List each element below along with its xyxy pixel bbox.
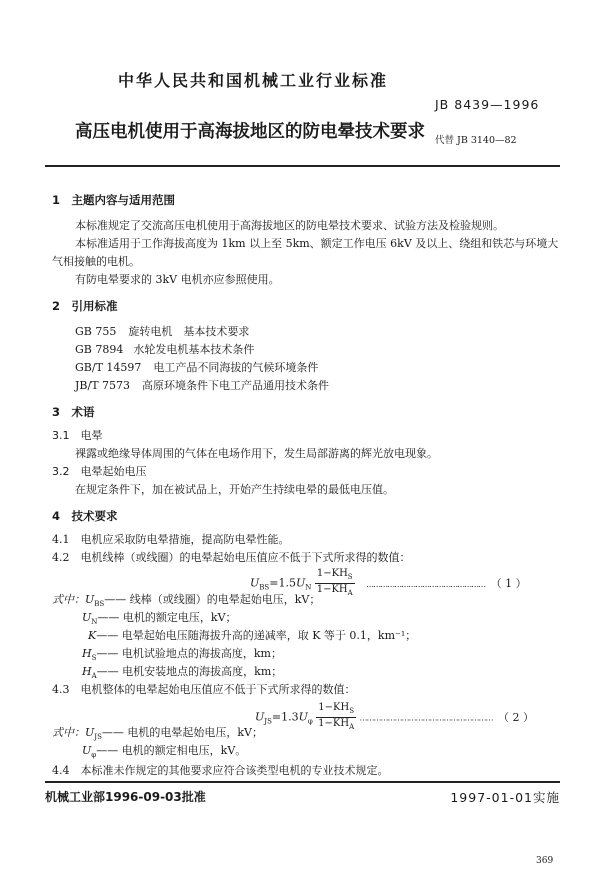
term-3-2-definition: 在规定条件下，加在被试品上，开始产生持续电晕的最低电压值。	[75, 483, 394, 496]
formula-2: $U_{JS}=1.3U_\varphi$ $\frac{1-KH_S}{1-KH_A}$ ………………………………………………… （ 2 ）	[255, 702, 535, 731]
page-number: 369	[536, 856, 554, 866]
term-3-1-heading: 3.1 电晕	[52, 429, 103, 442]
clause-4-4: 4.4 本标准未作规定的其他要求应符合该类型电机的专业技术规定。	[52, 764, 389, 777]
reference-item	[75, 325, 249, 339]
where-item: 式中：$U_{JS}——$ 电机的电晕起始电压，kV；	[52, 726, 263, 742]
reference-title: 水轮发电机基本技术条件	[133, 343, 255, 356]
reference-title: 高原环境条件下电工产品通用技术条件	[142, 379, 330, 392]
clause-4-1: 4.1 电机应采取防电晕措施，提高防电晕性能。	[52, 533, 290, 546]
section-4-heading: 4 技术要求	[52, 509, 118, 523]
standard-code: JB 8439—1996	[435, 97, 540, 112]
where-item: $U_N——$ 电机的额定电压，kV；	[82, 611, 237, 627]
footer-rule	[45, 781, 560, 783]
page-title: 高压电机使用于高海拔地区的防电晕技术要求	[75, 122, 425, 142]
formula-1: $U_{BS}=1.5U_N$ $\frac{1-KH_S}{1-KH_A}$ …………………………………………… （ 1 ）	[250, 568, 527, 597]
where-item: 式中：$U_{BS}——$ 线棒（或线圈）的电晕起始电压，kV；	[52, 593, 321, 609]
where-item: $H_S——$ 电机试验地点的海拔高度，km；	[82, 647, 282, 663]
section-1-p1: 本标准规定了交流高压电机使用于高海拔地区的防电晕技术要求、试验方法及检验规则。	[75, 219, 504, 232]
reference-item	[75, 379, 329, 393]
approval-date: 机械工业部1996-09-03批准	[45, 790, 206, 804]
term-3-2-heading: 3.2 电晕起始电压	[52, 465, 147, 478]
section-1-p2: 本标准适用于工作海拔高度为 1km 以上至 5km、额定工作电压 6kV 及以上、绕组和铁芯与环境大	[75, 237, 559, 250]
where-item: K—— 电晕起始电压随海拔升高的递减率，取 K 等于 0.1，km⁻¹；	[88, 629, 417, 642]
effective-date: 1997-01-01实施	[450, 790, 560, 805]
section-2-heading: 2 引用标准	[52, 299, 118, 313]
clause-4-2: 4.2 电机线棒（或线圈）的电晕起始电压值应不低于下式所求得的数值：	[52, 551, 411, 564]
formula-leader: …………………………………………………	[359, 713, 493, 723]
section-1-p3: 有防电晕要求的 3kV 电机亦应参照使用。	[75, 273, 280, 286]
section-3-heading: 3 术语	[52, 405, 95, 419]
formula-number: （ 1 ）	[490, 576, 527, 590]
reference-title: 旋转电机 基本技术要求	[128, 325, 250, 338]
formula-2-fraction: $\frac{1-KH_S}{1-KH_A}$	[318, 702, 355, 731]
reference-code: JB/T 7573	[75, 379, 131, 392]
reference-title: 电工产品不同海拔的气候环境条件	[153, 361, 319, 374]
section-1-p2-cont: 气相接触的电机。	[52, 255, 140, 268]
clause-4-3: 4.3 电机整体的电晕起始电压值应不低于下式所求得的数值：	[52, 683, 356, 696]
reference-code: GB 7894	[75, 343, 124, 356]
replaces-standard: 代替 JB 3140—82	[435, 135, 517, 146]
reference-code: GB/T 14597	[75, 361, 142, 374]
header-rule	[45, 165, 560, 167]
formula-1-fraction: $\frac{1-KH_S}{1-KH_A}$	[316, 568, 353, 597]
reference-item	[75, 343, 254, 357]
where-item: $H_A——$ 电机安装地点的海拔高度，km；	[82, 665, 283, 681]
formula-number: （ 2 ）	[498, 710, 535, 724]
term-3-1-definition: 裸露或绝缘导体周围的气体在电场作用下，发生局部游离的辉光放电现象。	[75, 447, 438, 460]
section-1-heading: 1 主题内容与适用范围	[52, 193, 176, 207]
reference-code: GB 755	[75, 325, 117, 338]
where-item: $U_\varphi——$ 电机的额定相电压，kV。	[82, 744, 247, 760]
reference-item	[75, 361, 318, 375]
standard-category: 中华人民共和国机械工业行业标准	[118, 71, 389, 90]
formula-leader: ……………………………………………	[366, 579, 486, 589]
